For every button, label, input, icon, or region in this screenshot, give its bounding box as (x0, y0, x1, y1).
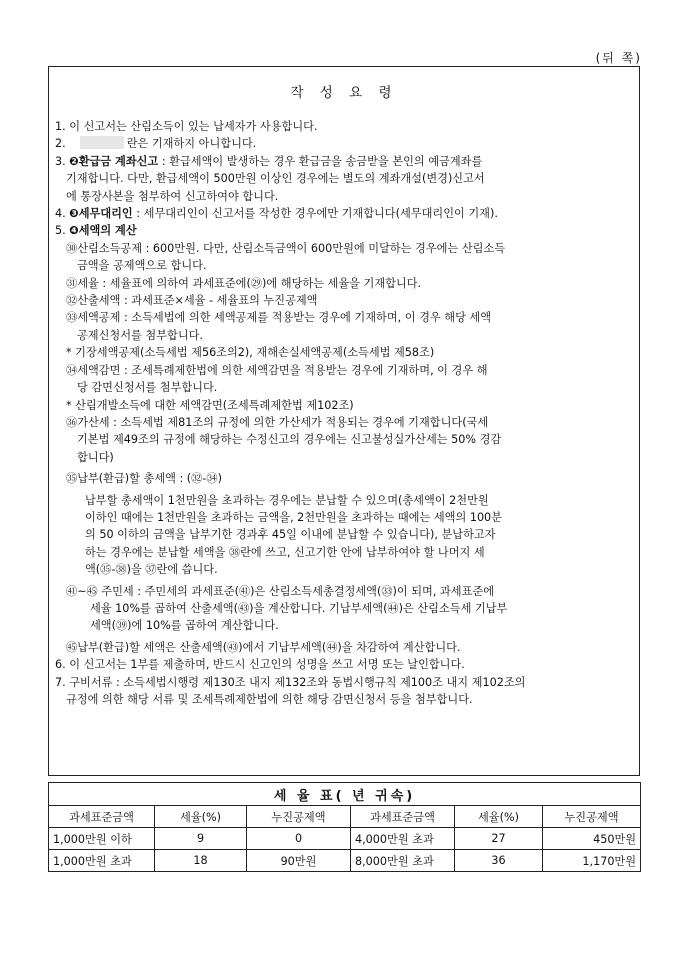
instruction-2-text: 란은 기재하지 아니합니다. (126, 137, 257, 151)
instruction-4 (55, 205, 632, 222)
item-30-line-b: 금액을 공제액으로 합니다. (77, 259, 207, 273)
item-34-note: * 산림개발소득에 대한 세액감면(조세특례제한법 제102조) (66, 398, 354, 412)
instructions-content (55, 118, 632, 708)
table-cell: 27 (455, 828, 543, 850)
instruction-4-heading: ❸세무대리인 (69, 207, 133, 221)
instruction-3-number: 3. (55, 154, 70, 168)
header-taxable-amount-2: 과세표준금액 (351, 806, 455, 828)
item-34-line-a: ㉞세액감면 : 조세특례제한법에 의한 세액감면을 적용받는 경우에 기재하며, 이 경우 해 (66, 363, 488, 377)
instruction-3-heading: ❷환급금 계좌신고 (69, 154, 159, 168)
instruction-2 (55, 135, 632, 152)
header-tax-rate-2: 세율(%) (455, 806, 543, 828)
instruction-3-line-b: 기재합니다. 다만, 환급세액이 500만원 이상인 경우에는 별도의 계좌개설(변경)신고서 (66, 172, 485, 186)
item-33-note: * 기장세액공제(소득세법 제56조의2), 재해손실세액공제(소득세법 제58조) (66, 346, 435, 360)
tax-rate-table (48, 782, 641, 872)
item-35-line-d: 하는 경우에는 분납할 세액을 ㊳란에 쓰고, 신고기한 안에 납부하여야 할 나머지 세 (85, 545, 485, 559)
tax-rate-table-caption: 세 율 표( 년 귀속) (49, 783, 641, 806)
table-cell: 1,000만원 이하 (49, 828, 155, 850)
item-31: ㉛세율 : 세율표에 의하여 과세표준에(㉙)에 해당하는 세율을 기재합니다. (66, 276, 422, 290)
table-cell: 8,000만원 초과 (351, 850, 455, 872)
table-cell: 4,000만원 초과 (351, 828, 455, 850)
instruction-2-number: 2. (55, 137, 66, 151)
item-45: ㊺납부(환급)할 세액은 산출세액(㊸)에서 기납부세액(㊹)을 차감하여 계산합니다. (66, 640, 461, 654)
instruction-3 (55, 153, 632, 170)
table-row (49, 828, 641, 850)
item-41-line-b: 세율 10%를 곱하여 산출세액(㊸)을 계산합니다. 기납부세액(㊹)은 산림소득세 기납부 (90, 601, 508, 615)
item-36-line-c: 합니다) (77, 450, 114, 464)
tax-rate-table-header-row (49, 806, 641, 828)
item-35-line-a: 납부할 총세액이 1천만원을 초과하는 경우에는 분납할 수 있으며(총세액이 2천만원 (85, 493, 489, 507)
item-41-line-c: 세액(㊴)에 10%를 곱하여 계산합니다. (90, 619, 279, 633)
item-35: ㉟납부(환급)할 총세액 : (㉜-㉞) (66, 472, 222, 486)
instruction-4-text: : 세무대리인이 신고서를 작성한 경우에만 기재합니다(세무대리인이 기재). (132, 207, 498, 221)
instruction-5-heading: ❹세액의 계산 (69, 224, 137, 238)
table-cell: 0 (247, 828, 351, 850)
table-cell: 90만원 (247, 850, 351, 872)
item-33-line-b: 공제신청서를 첨부합니다. (77, 328, 203, 342)
item-41-line-a: ㊶~㊺ 주민세 : 주민세의 과세표준(㊶)은 산림소득세총결정세액(㉝)이 되며, 과세표준에 (66, 584, 495, 598)
item-36-line-b: 기본법 제49조의 규정에 해당하는 수정신고의 경우에는 신고불성실가산세는 50% 경감 (77, 433, 502, 447)
instruction-3-line-c: 에 통장사본을 첨부하여 신고하여야 합니다. (66, 189, 279, 203)
header-tax-rate: 세율(%) (155, 806, 247, 828)
item-35-line-b: 이하인 때에는 1천만원을 초과하는 금액을, 2천만원을 초과하는 때에는 세액의 100분 (85, 510, 502, 524)
instruction-5 (55, 222, 632, 239)
item-32: ㉜산출세액 : 과세표준×세율 - 세율표의 누진공제액 (66, 294, 318, 308)
item-34-line-b: 당 감면신청서를 첨부합니다. (77, 381, 218, 395)
item-35-line-c: 의 50 이하의 금액을 납부기한 경과후 45일 이내에 분납할 수 있습니다), 분납하고자 (85, 528, 496, 542)
instruction-6: 6. 이 신고서는 1부를 제출하며, 반드시 신고인의 성명을 쓰고 서명 또는 날인합니다. (55, 658, 465, 672)
item-35-line-e: 액(㉟-㊳)을 ㊲란에 씁니다. (85, 563, 218, 577)
item-36-line-a: ㊱가산세 : 소득세법 제81조의 규정에 의한 가산세가 적용되는 경우에 기재합니다(국세 (66, 415, 489, 429)
instructions-box (48, 66, 640, 776)
instruction-3-text-a: : 환급세액이 발생하는 경우 환급금을 송금받을 본인의 예금계좌를 (158, 154, 483, 168)
instruction-1: 1. 이 신고서는 산림소득이 있는 납세자가 사용합니다. (55, 120, 318, 133)
table-cell: 18 (155, 850, 247, 872)
table-cell: 450만원 (543, 828, 641, 850)
table-cell: 1,000만원 초과 (49, 850, 155, 872)
table-row (49, 850, 641, 872)
page-side-label: (뒤 쪽) (595, 51, 642, 65)
instruction-5-number: 5. (55, 224, 70, 238)
table-cell: 1,170만원 (543, 850, 641, 872)
redacted-field-box (80, 136, 124, 149)
header-taxable-amount: 과세표준금액 (49, 806, 155, 828)
header-progressive-deduction-2: 누진공제액 (543, 806, 641, 828)
item-33-line-a: ㉝세액공제 : 소득세법에 의한 세액공제를 적용받는 경우에 기재하며, 이 경우 해당 세액 (66, 311, 492, 325)
item-30-line-a: ㉚산림소득공제 : 600만원. 다만, 산림소득금액이 600만원에 미달하는 경우에는 산림소득 (66, 241, 506, 255)
instructions-title: 작 성 요 령 (290, 85, 398, 101)
header-progressive-deduction: 누진공제액 (247, 806, 351, 828)
instruction-4-number: 4. (55, 207, 70, 221)
instruction-7-line-a: 7. 구비서류 : 소득세법시행령 제130조 내지 제132조와 동법시행규칙 제100조 내지 제102조의 (55, 675, 526, 689)
table-cell: 36 (455, 850, 543, 872)
instruction-7-line-b: 규정에 의한 해당 서류 및 조세특례제한법에 의한 해당 감면신청서 등을 첨부합니다. (66, 693, 473, 706)
table-cell: 9 (155, 828, 247, 850)
